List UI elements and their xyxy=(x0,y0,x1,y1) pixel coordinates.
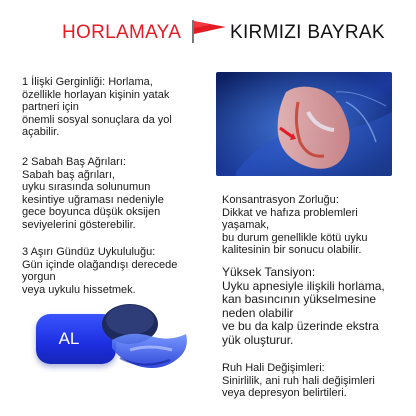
section-line: uyku sırasında solunumun xyxy=(22,181,151,193)
buy-area xyxy=(20,300,195,382)
section-line: yük oluşturur. xyxy=(222,332,294,347)
section-line: özellikle horlayan kişinin yatak xyxy=(22,88,170,101)
buy-button-label: AL xyxy=(58,329,80,348)
section-daytime-sleepiness xyxy=(22,246,207,296)
section-high-blood-pressure xyxy=(222,266,407,347)
title-red-text: HORLAMAYA xyxy=(62,22,182,43)
section-relationship-strain xyxy=(22,76,207,139)
section-heading: 3 Aşırı Gündüz Uykululuğu: xyxy=(22,246,156,258)
section-line: yaşamak, xyxy=(222,219,270,231)
red-flag-icon xyxy=(190,18,230,44)
airway-illustration xyxy=(216,72,392,176)
section-line: ve bu da kalp üzerinde ekstra xyxy=(222,319,379,333)
section-line: neden olabilir xyxy=(222,305,294,320)
section-line: kan basıncının yükselmesine xyxy=(222,292,377,306)
section-morning-headaches xyxy=(22,156,207,231)
section-line: partneri için xyxy=(22,101,79,113)
section-heading: 1 İlişki Gerginliği: Horlama, xyxy=(22,76,153,88)
section-line: Sabah baş ağrıları, xyxy=(22,168,115,181)
section-heading: Ruh Hali Değişimleri: xyxy=(222,362,325,374)
section-line: veya uykulu hissetmek. xyxy=(22,283,136,296)
page-title xyxy=(62,18,385,48)
section-line: kalitesinin bir sonucu olabilir. xyxy=(222,244,362,256)
section-line: yorgun xyxy=(22,271,56,283)
section-mood-changes xyxy=(222,362,407,400)
section-concentration xyxy=(222,194,407,257)
section-line: önemli sosyal sonuçlara da yol xyxy=(22,113,172,126)
section-line: açabilir. xyxy=(22,126,60,138)
section-line: seviyelerini gösterebilir. xyxy=(22,218,136,231)
section-line: kesintiye uğraması nedeniyle xyxy=(22,193,164,206)
section-heading: 2 Sabah Baş Ağrıları: xyxy=(22,156,126,168)
section-line: bu durum genellikle kötü uyku xyxy=(222,231,368,244)
section-line: Gün içinde olağandışı derecede xyxy=(22,258,178,271)
section-line: gece boyunca düşük oksijen xyxy=(22,206,161,218)
section-line: Dikkat ve hafıza problemleri xyxy=(222,206,358,219)
section-line: veya depresyon belirtileri. xyxy=(222,387,347,399)
section-line: Uyku apnesiyle ilişkili horlama, xyxy=(222,278,385,293)
section-line: Sinirlilik, ani ruh hali değişimleri xyxy=(222,374,375,387)
section-heading: Yüksek Tansiyon: xyxy=(222,265,316,279)
title-black-text: KIRMIZI BAYRAK xyxy=(230,22,385,43)
anti-snoring-device-icon xyxy=(90,300,195,380)
section-heading: Konsantrasyon Zorluğu: xyxy=(222,194,339,206)
